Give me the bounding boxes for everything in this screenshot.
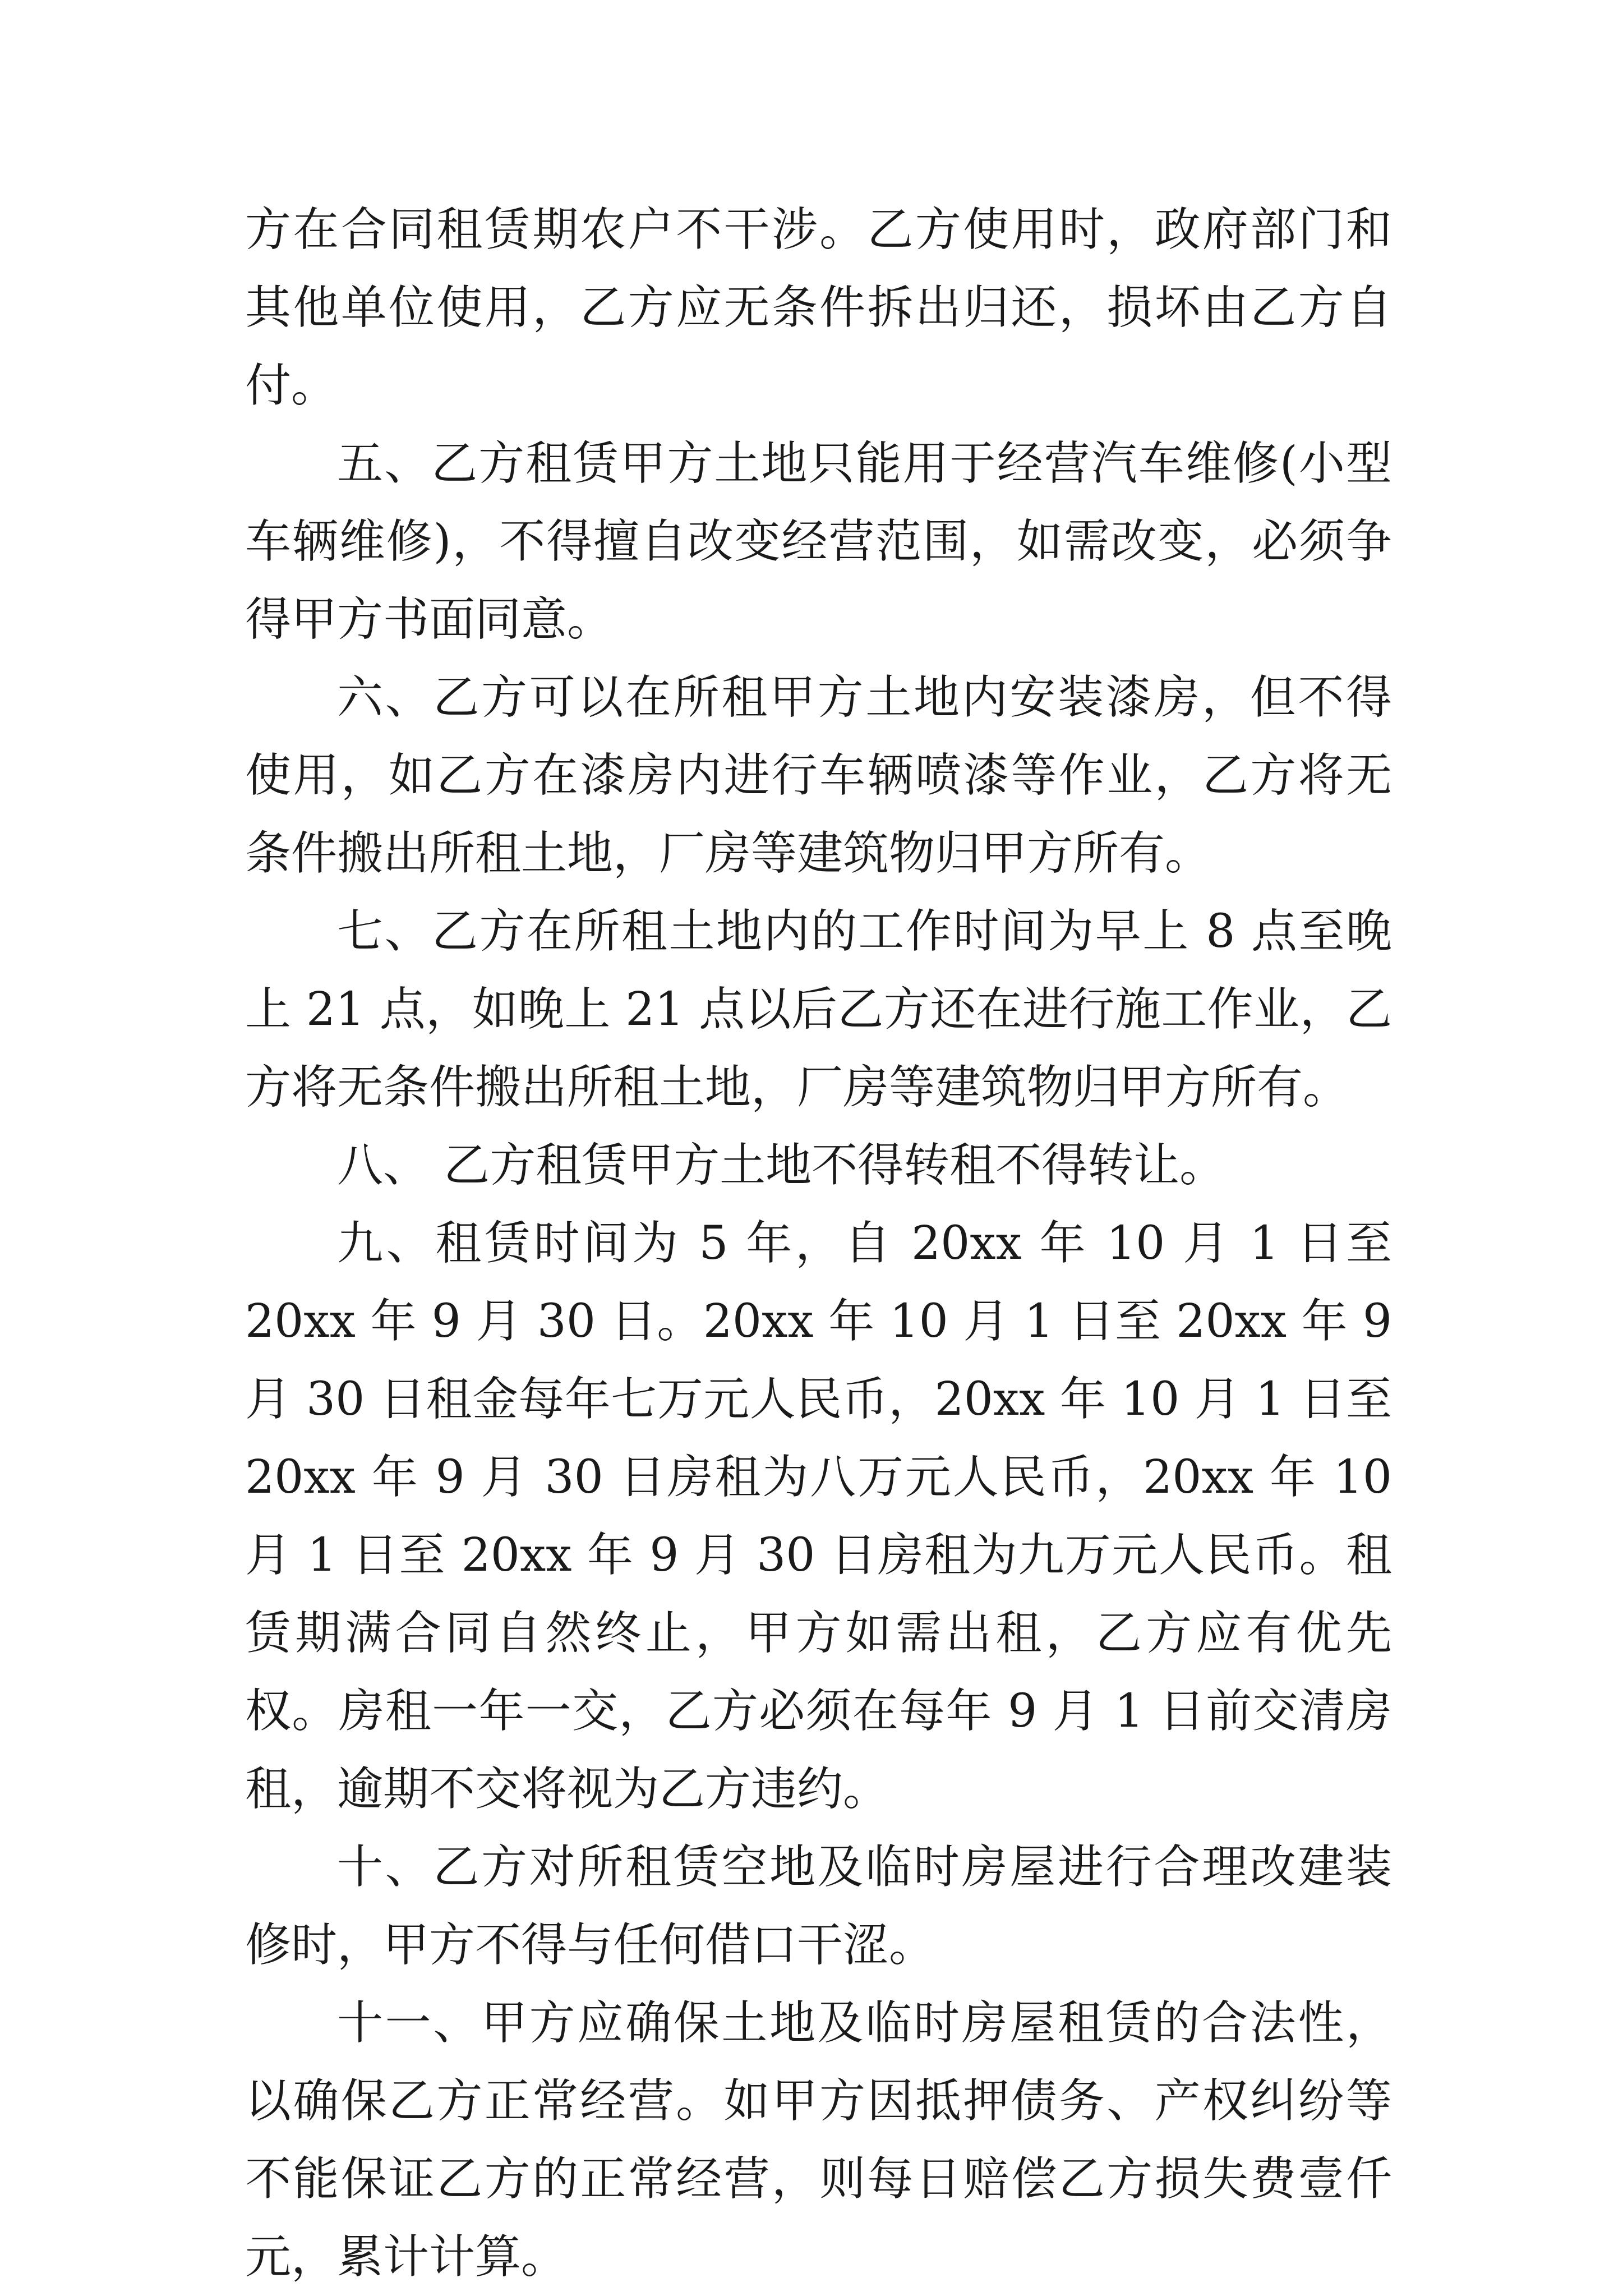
paragraph-clause-9: 九、租赁时间为 5 年，自 20xx 年 10 月 1 日至 20xx 年 9 月 30 日。20xx 年 10 月 1 日至 20xx 年 9 月 30 日租金每年七万元人民币，20xx 年 10 月 1 日至 20xx 年 9 月 30 日房租为八万元人民币，20xx 年 10 月 1 日至 20xx 年 9 月 30 日房租为九万元人民币。租赁期满合同自然终止，甲方如需出租，乙方应有优先权。房租一年一交，乙方必须在每年 9 月 1 日前交清房租，逾期不交将视为乙方违约。 — [245, 1217, 1392, 1816]
paragraph-clause-5: 五、乙方租赁甲方土地只能用于经营汽车维修(小型车辆维修)，不得擅自改变经营范围，如需改变，必须争得甲方书面同意。 — [245, 437, 1392, 646]
document-body — [245, 191, 1392, 2296]
paragraph-clause-11: 十一、甲方应确保土地及临时房屋租赁的合法性，以确保乙方正常经营。如甲方因抵押债务、产权纠纷等不能保证乙方的正常经营，则每日赔偿乙方损失费壹仟元，累计计算。 — [245, 1996, 1392, 2284]
paragraph-continuation: 方在合同租赁期农户不干涉。乙方使用时，政府部门和其他单位使用，乙方应无条件拆出归还，损坏由乙方自付。 — [245, 203, 1392, 412]
paragraph-clause-10: 十、乙方对所租赁空地及临时房屋进行合理改建装修时，甲方不得与任何借口干涩。 — [245, 1841, 1392, 1972]
paragraph-clause-6: 六、乙方可以在所租甲方土地内安装漆房，但不得使用，如乙方在漆房内进行车辆喷漆等作业，乙方将无条件搬出所租土地，厂房等建筑物归甲方所有。 — [245, 671, 1392, 880]
paragraph-clause-8: 八、 乙方租赁甲方土地不得转租不得转让。 — [337, 1139, 1226, 1192]
paragraph-clause-7: 七、乙方在所租土地内的工作时间为早上 8 点至晚上 21 点，如晚上 21 点以后乙方还在进行施工作业，乙方将无条件搬出所租土地，厂房等建筑物归甲方所有。 — [245, 905, 1392, 1114]
